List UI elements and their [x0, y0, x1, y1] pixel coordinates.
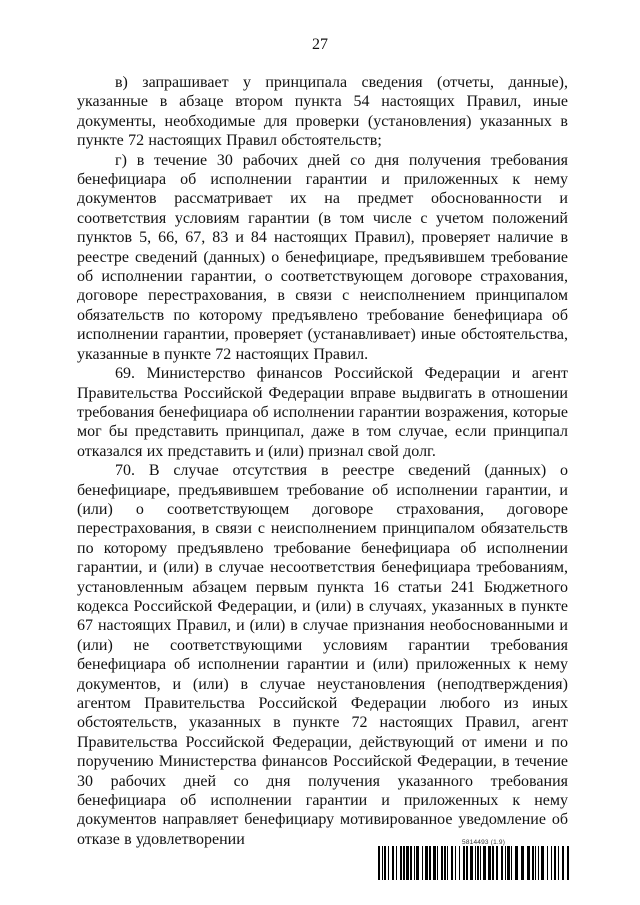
paragraph-70: 70. В случае отсутствия в реестре сведений (данных) о бенефициаре, предъявившем требование об исполнении гарантии, и (или) о соответствующем договоре страхования, договоре перестрахования, в связи с неисполнением принципалом обязательств по которому предъявлено требование бенефициара об исполнении гарантии, и (или) в случае несоответствия бенефициара требованиям, установленным абзацем первым пункта 16 статьи 241 Бюджетного кодекса Российской Федерации, и (или) в случаях, указанных в пункте 67 настоящих Правил, и (или) в случае признания необоснованными и (или) не соответствующими условиям гарантии требования бенефициара об исполнении гарантии и (или) приложенных к нему документов, и (или) в случае неустановления (неподтверждения) агентом Правительства Российской Федерации любого из иных обстоятельств, указанных в пункте 72 настоящих Правил, агент Правительства Российской Федерации, действующий от имени и по поручению Министерства финансов Российской Федерации, в течение 30 рабочих дней со дня получения указанного требования бенефициара об исполнении гарантии и приложенных к нему документов направляет бенефициару мотивированное уведомление об отказе в удовлетворении	[77, 462, 568, 848]
paragraph-g: г) в течение 30 рабочих дней со дня получения требования бенефициара об исполнении гарантии и приложенных к нему документов рассматривает их на предмет обоснованности и соответствия условиям гарантии (в том числе с учетом положений пунктов 5, 66, 67, 83 и 84 настоящих Правил), проверяет наличие в реестре сведений (данных) о бенефициаре, предъявившем требование об исполнении гарантии, о соответствующем договоре страхования, договоре перестрахования, в связи с неисполнением принципалом обязательств по которому предъявлено требование бенефициара об исполнении гарантии, проверяет (устанавливает) иные обстоятельства, указанные в пункте 72 настоящих Правил.	[77, 151, 568, 363]
page-number: 27	[312, 36, 328, 53]
document-body	[77, 73, 568, 849]
paragraph-v: в) запрашивает у принципала сведения (отчеты, данные), указанные в абзаце втором пункта 54 настоящих Правил, иные документы, необходимые для проверки (установления) указанных в пункте 72 настоящих Правил обстоятельств;	[77, 74, 568, 150]
barcode	[378, 846, 570, 880]
document-code: 5814493 (1.9)	[462, 839, 506, 846]
paragraph-69: 69. Министерство финансов Российской Федерации и агент Правительства Российской Федерации вправе выдвигать в отношении требования бенефициара об исполнении гарантии возражения, которые мог бы представить принципал, даже в том случае, если принципал отказался их представить и (или) признал свой долг.	[77, 365, 568, 460]
